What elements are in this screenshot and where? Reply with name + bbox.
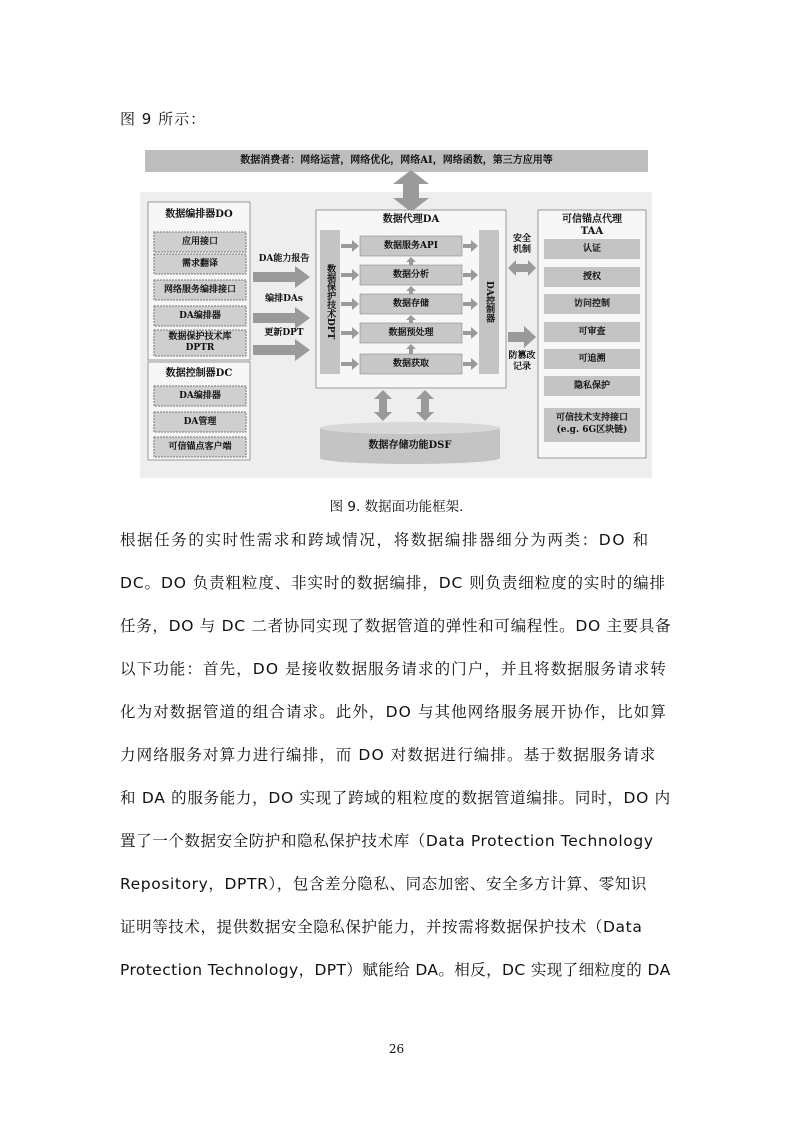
- da-module: 数据预处理: [388, 327, 434, 338]
- da-report-label: DA能力报告: [258, 254, 310, 264]
- da-title: 数据代理DA: [382, 214, 440, 226]
- taa-item: 认证: [582, 243, 601, 254]
- paragraph-line: DC。DO 负责粗粒度、非实时的数据编排，DC 则负责细粒度的实时的编排: [120, 574, 666, 592]
- update-dpt-label: 更新DPT: [264, 328, 304, 338]
- do-title: 数据编排器DO: [165, 209, 233, 221]
- taa-title-1: 可信锚点代理: [562, 214, 622, 225]
- do-item: 需求翻译: [181, 258, 218, 269]
- paragraph-line: Protection Technology，DPT）赋能给 DA。相反，DC 实现了细粒度的 DA: [120, 961, 671, 979]
- dc-item: 可信锚点客户端: [168, 441, 232, 452]
- do-item: 网络服务编排接口: [163, 284, 236, 295]
- da-module: 数据服务API: [384, 240, 438, 251]
- paragraph-line: 根据任务的实时性需求和跨域情况，将数据编排器细分为两类：DO 和: [120, 531, 650, 549]
- dc-item: DA管理: [183, 416, 217, 427]
- paragraph-line: Repository，DPTR），包含差分隐私、同态加密、安全多方计算、零知识: [120, 875, 648, 893]
- dptr-label-line2: DPTR: [185, 343, 215, 353]
- dsf-label: 数据存储功能DSF: [368, 440, 452, 452]
- anti-tamper-label-1: 防篡改: [508, 351, 536, 361]
- taa-item: 可审查: [578, 326, 606, 337]
- consumer-bar-label: 数据消费者：网络运营，网络优化，网络AI，网络函数，第三方应用等: [240, 155, 553, 167]
- paragraph-line: 化为对数据管道的组合请求。此外，DO 与其他网络服务展开协作，比如算: [120, 703, 667, 721]
- paragraph-line: 证明等技术，提供数据安全隐私保护能力，并按需将数据保护技术（Data: [120, 918, 643, 936]
- dc-title: 数据控制器DC: [165, 368, 233, 380]
- dpt-label: 数据保护技术DPT: [325, 264, 336, 340]
- taa-item: 授权: [582, 271, 601, 282]
- da-module: 数据获取: [392, 358, 429, 369]
- da-module: 数据分析: [392, 269, 429, 280]
- paragraph-line: 以下功能：首先，DO 是接收数据服务请求的门户，并且将数据服务请求转: [120, 660, 667, 678]
- da-module: 数据存储: [392, 298, 429, 309]
- orchestrate-label: 编排DAs: [265, 294, 303, 304]
- data-plane-framework-figure: [140, 148, 652, 478]
- paragraph-line: 和 DA 的服务能力，DO 实现了跨域的粗粒度的数据管道编排。同时，DO 内: [120, 789, 671, 807]
- dptr-label-line1: 数据保护技术库: [168, 332, 232, 342]
- taa-last-item-1: 可信技术支持接口: [555, 413, 628, 423]
- paragraph-line: 置了一个数据安全防护和隐私保护技术库（Data Protection Technology: [120, 832, 654, 850]
- dc-item: DA编排器: [179, 390, 221, 401]
- do-item: DA编排器: [179, 310, 221, 321]
- page-number: 26: [388, 1042, 405, 1056]
- security-label-2: 机制: [512, 245, 531, 255]
- anti-tamper-label-2: 记录: [512, 362, 531, 372]
- taa-item: 隐私保护: [573, 380, 610, 391]
- paragraph-line: 任务，DO 与 DC 二者协同实现了数据管道的弹性和可编程性。DO 主要具备: [120, 617, 672, 635]
- taa-item: 可追溯: [578, 353, 606, 364]
- da-controller-label: DA控制器: [484, 281, 495, 323]
- taa-title-2: TAA: [580, 226, 604, 237]
- taa-item: 访问控制: [573, 298, 610, 309]
- paragraph-line: 力网络服务对算力进行编排，而 DO 对数据进行编排。基于数据服务请求: [120, 746, 657, 764]
- figure-intro-text: 图 9 所示：: [120, 110, 207, 128]
- figure-caption: 图 9. 数据面功能框架.: [329, 499, 464, 515]
- security-label-1: 安全: [512, 234, 531, 244]
- taa-last-item-2: (e.g. 6G区块链): [556, 425, 628, 435]
- do-item: 应用接口: [181, 236, 218, 247]
